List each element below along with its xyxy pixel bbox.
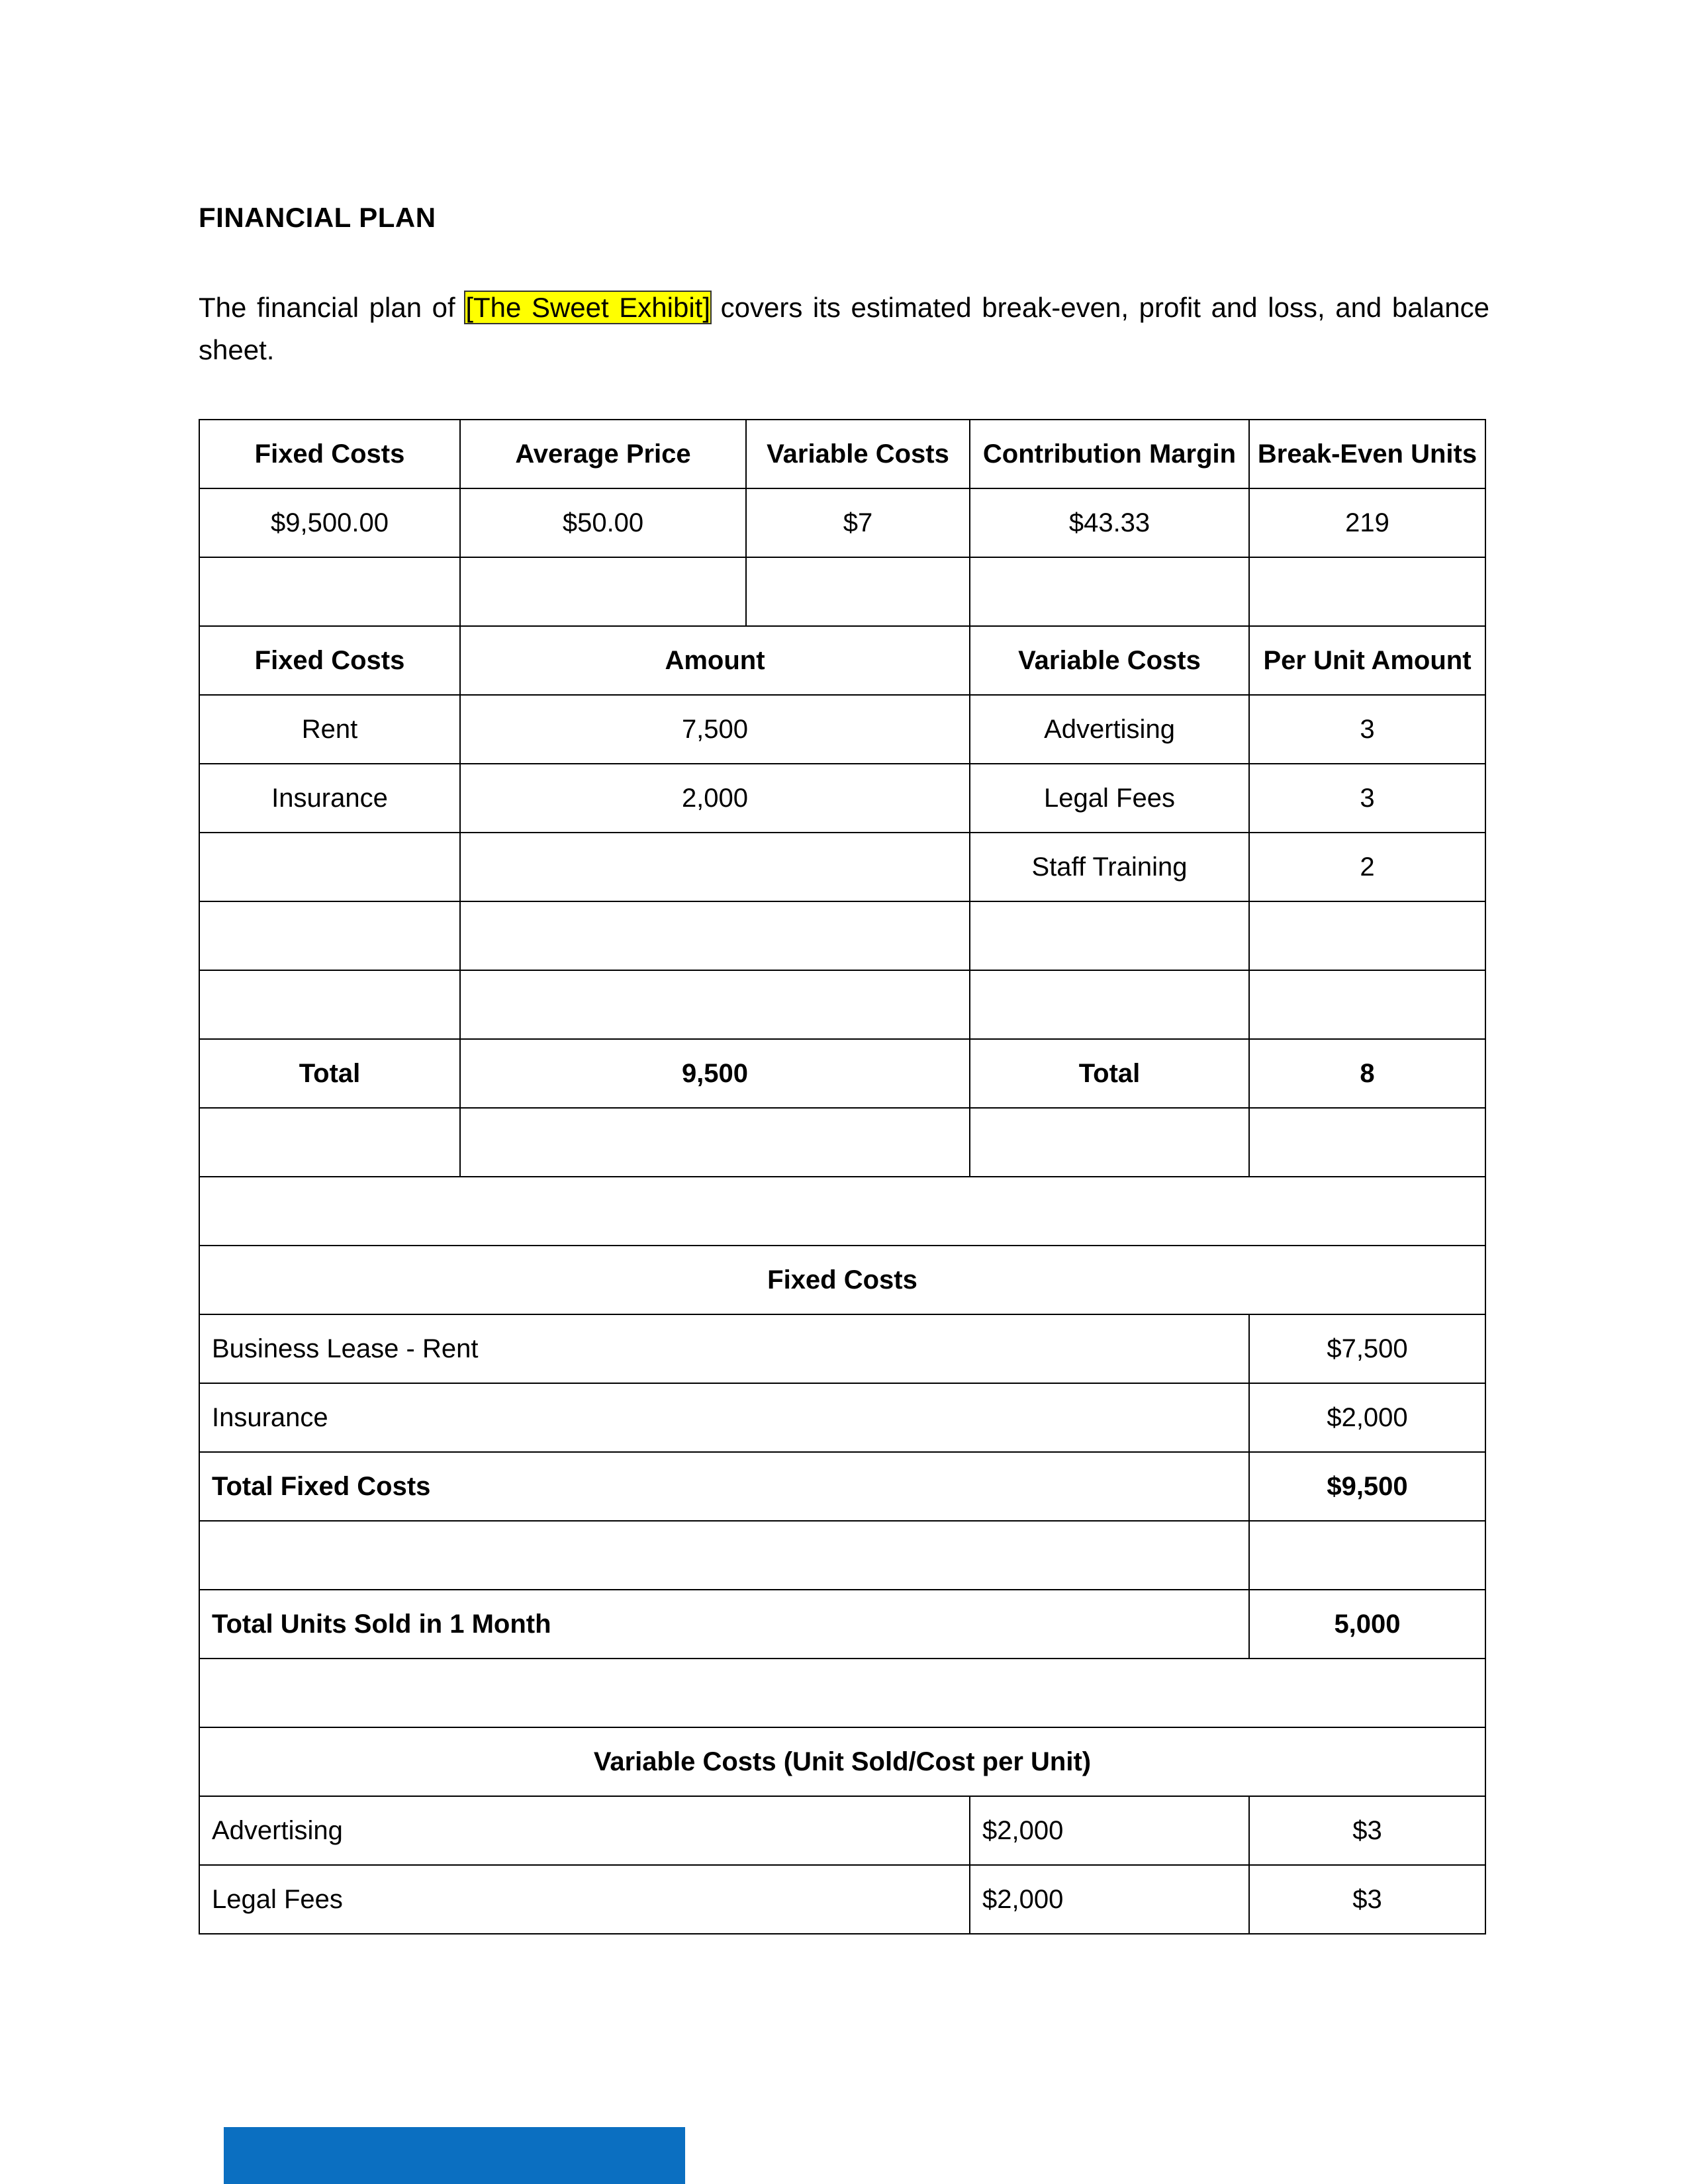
variable-cost-amount: $2,000 — [970, 1865, 1249, 1934]
total-label: Total — [970, 1039, 1249, 1108]
variable-cost-row — [199, 1796, 1485, 1865]
breakdown-cell: 2 — [1249, 833, 1485, 901]
empty-cell — [199, 1659, 1485, 1727]
financial-table — [199, 419, 1486, 1934]
breakdown-row — [199, 764, 1485, 833]
empty-cell — [1249, 970, 1485, 1039]
empty-row — [199, 1108, 1485, 1177]
empty-cell — [1249, 557, 1485, 626]
fixed-total-value: $9,500 — [1249, 1452, 1485, 1521]
breakdown-cell: Advertising — [970, 695, 1249, 764]
empty-cell — [1249, 1521, 1485, 1590]
breakdown-header-cell: Fixed Costs — [199, 626, 460, 695]
breakdown-cell: Insurance — [199, 764, 460, 833]
empty-cell — [970, 901, 1249, 970]
fixed-cost-value: $2,000 — [1249, 1383, 1485, 1452]
footer-color-bar — [224, 2127, 685, 2184]
breakdown-total-row — [199, 1039, 1485, 1108]
summary-header-cell: Fixed Costs — [199, 420, 460, 488]
variable-cost-label: Advertising — [199, 1796, 970, 1865]
total-fixed-amount: 9,500 — [460, 1039, 970, 1108]
empty-row — [199, 1659, 1485, 1727]
breakdown-cell: 7,500 — [460, 695, 970, 764]
breakdown-header-cell: Amount — [460, 626, 970, 695]
empty-cell — [199, 970, 460, 1039]
units-sold-value: 5,000 — [1249, 1590, 1485, 1659]
breakdown-cell — [460, 833, 970, 901]
empty-cell — [199, 1177, 1485, 1246]
summary-header-cell: Variable Costs — [746, 420, 970, 488]
variable-cost-unit: $3 — [1249, 1865, 1485, 1934]
fixed-cost-row — [199, 1383, 1485, 1452]
empty-cell — [970, 1108, 1249, 1177]
fixed-section-title: Fixed Costs — [199, 1246, 1485, 1314]
intro-paragraph — [199, 287, 1489, 371]
summary-value-cell: $43.33 — [970, 488, 1249, 557]
variable-section-title-row — [199, 1727, 1485, 1796]
intro-text-after: covers its estimated break-even, profit and loss, and balance sheet. — [199, 292, 1490, 365]
summary-value-cell: $7 — [746, 488, 970, 557]
empty-cell — [970, 970, 1249, 1039]
empty-row — [199, 901, 1485, 970]
variable-cost-label: Legal Fees — [199, 1865, 970, 1934]
empty-row — [199, 1521, 1485, 1590]
breakdown-cell: 2,000 — [460, 764, 970, 833]
breakdown-header-cell: Per Unit Amount — [1249, 626, 1485, 695]
summary-value-cell: $9,500.00 — [199, 488, 460, 557]
breakdown-cell: Legal Fees — [970, 764, 1249, 833]
empty-cell — [1249, 1108, 1485, 1177]
empty-cell — [199, 901, 460, 970]
empty-cell — [460, 970, 970, 1039]
units-sold-row — [199, 1590, 1485, 1659]
empty-cell — [970, 557, 1249, 626]
breakdown-header-row — [199, 626, 1485, 695]
summary-value-cell: $50.00 — [460, 488, 746, 557]
fixed-cost-row — [199, 1314, 1485, 1383]
units-sold-label: Total Units Sold in 1 Month — [199, 1590, 1249, 1659]
empty-cell — [460, 557, 746, 626]
empty-cell — [199, 1521, 1249, 1590]
summary-header-cell: Break-Even Units — [1249, 420, 1485, 488]
empty-cell — [199, 1108, 460, 1177]
company-name-highlight: [The Sweet Exhibit] — [465, 292, 711, 323]
page-heading: FINANCIAL PLAN — [199, 202, 436, 233]
fixed-cost-label: Insurance — [199, 1383, 1249, 1452]
intro-text-before: The financial plan of — [199, 292, 466, 323]
breakdown-cell: 3 — [1249, 695, 1485, 764]
fixed-cost-label: Business Lease - Rent — [199, 1314, 1249, 1383]
summary-header-row — [199, 420, 1485, 488]
breakdown-row — [199, 833, 1485, 901]
total-label: Total — [199, 1039, 460, 1108]
variable-section-title: Variable Costs (Unit Sold/Cost per Unit) — [199, 1727, 1485, 1796]
summary-header-cell: Contribution Margin — [970, 420, 1249, 488]
breakdown-cell: Rent — [199, 695, 460, 764]
variable-cost-row — [199, 1865, 1485, 1934]
summary-value-row — [199, 488, 1485, 557]
breakdown-cell: Staff Training — [970, 833, 1249, 901]
breakdown-cell — [199, 833, 460, 901]
variable-cost-amount: $2,000 — [970, 1796, 1249, 1865]
variable-cost-unit: $3 — [1249, 1796, 1485, 1865]
empty-row — [199, 557, 1485, 626]
breakdown-header-cell: Variable Costs — [970, 626, 1249, 695]
empty-row — [199, 1177, 1485, 1246]
summary-header-cell: Average Price — [460, 420, 746, 488]
fixed-total-label: Total Fixed Costs — [199, 1452, 1249, 1521]
empty-row — [199, 970, 1485, 1039]
empty-cell — [1249, 901, 1485, 970]
summary-value-cell: 219 — [1249, 488, 1485, 557]
empty-cell — [460, 1108, 970, 1177]
total-variable-amount: 8 — [1249, 1039, 1485, 1108]
fixed-cost-value: $7,500 — [1249, 1314, 1485, 1383]
breakdown-cell: 3 — [1249, 764, 1485, 833]
empty-cell — [460, 901, 970, 970]
fixed-total-row — [199, 1452, 1485, 1521]
fixed-section-title-row — [199, 1246, 1485, 1314]
empty-cell — [746, 557, 970, 626]
empty-cell — [199, 557, 460, 626]
breakdown-row — [199, 695, 1485, 764]
